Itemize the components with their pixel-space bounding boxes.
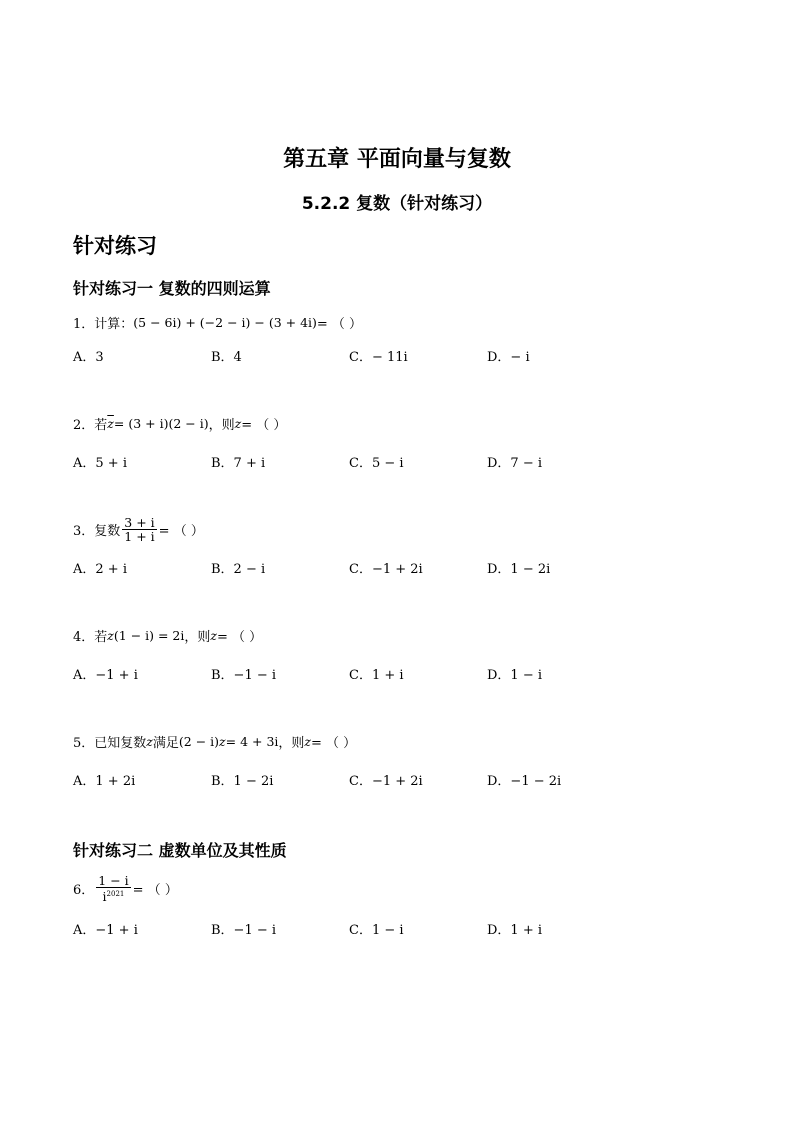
question-suffix: = （ ） <box>217 629 263 645</box>
question-3 <box>73 514 204 544</box>
option-c[interactable]: C．−1 + 2i <box>349 562 423 577</box>
fraction <box>122 516 156 543</box>
fraction-numerator: 3 + i <box>124 514 155 530</box>
question-mid-1: 满足 <box>152 735 179 751</box>
option-b[interactable]: B．2 − i <box>211 562 266 577</box>
fraction-denominator: 1 + i <box>124 528 155 544</box>
question-number: 5． <box>73 735 95 751</box>
question-prefix: 复数 <box>94 523 121 539</box>
option-d[interactable]: D．1 + i <box>487 923 543 938</box>
question-number: 1． <box>73 316 95 332</box>
option-c[interactable]: C．−1 + 2i <box>349 774 423 789</box>
option-c[interactable]: C．− 11i <box>349 350 408 365</box>
options-4 <box>73 664 633 684</box>
option-b[interactable]: B．4 <box>211 350 242 365</box>
question-expression-2: = 4 + 3i <box>225 733 279 749</box>
option-d[interactable]: D．1 − 2i <box>487 562 551 577</box>
question-5 <box>73 726 356 756</box>
question-suffix: = （ ） <box>311 735 357 751</box>
option-a[interactable]: A．1 + 2i <box>73 774 136 789</box>
group-heading-1: 针对练习一 复数的四则运算 <box>73 279 271 298</box>
page-subtitle: 5.2.2 复数（针对练习） <box>301 194 493 214</box>
options-2 <box>73 452 633 472</box>
fraction-numerator: 1 − i <box>98 872 129 888</box>
options-5 <box>73 770 633 790</box>
option-a[interactable]: A．3 <box>73 350 104 365</box>
option-b[interactable]: B．−1 − i <box>211 923 277 938</box>
option-a[interactable]: A．5 + i <box>73 456 127 471</box>
option-d[interactable]: D．− i <box>487 350 530 365</box>
option-b[interactable]: B．7 + i <box>211 456 266 471</box>
option-d[interactable]: D．7 − i <box>487 456 543 471</box>
question-6 <box>73 873 178 903</box>
option-c[interactable]: C．1 − i <box>349 923 404 938</box>
variable-z: z <box>234 415 242 431</box>
question-prefix: 已知复数 <box>94 735 147 751</box>
option-b[interactable]: B．−1 − i <box>211 668 277 683</box>
options-6 <box>73 919 633 939</box>
fraction-denominator <box>101 888 127 903</box>
question-expression: (5 − 6i) + (−2 − i) − (3 + 4i) <box>133 314 317 330</box>
question-expression: (1 − i) = 2i <box>113 627 185 643</box>
question-number: 6． <box>73 882 95 898</box>
options-1 <box>73 346 633 366</box>
group-heading-2: 针对练习二 虚数单位及其性质 <box>73 841 287 860</box>
options-3 <box>73 558 633 578</box>
question-mid: ，则 <box>184 629 211 645</box>
variable-z: z <box>107 627 114 643</box>
option-d[interactable]: D．1 − i <box>487 668 543 683</box>
option-b[interactable]: B．1 − 2i <box>211 774 274 789</box>
question-number: 2． <box>73 417 95 433</box>
page-title: 第五章 平面向量与复数 <box>283 147 511 172</box>
question-suffix: = （ ） <box>132 882 178 898</box>
option-a[interactable]: A．2 + i <box>73 562 127 577</box>
question-expression: = (3 + i)(2 − i) <box>113 415 209 431</box>
option-a[interactable]: A．−1 + i <box>73 668 138 683</box>
question-prefix: 若 <box>94 417 108 433</box>
question-prefix: 若 <box>94 629 108 645</box>
option-a[interactable]: A．−1 + i <box>73 923 138 938</box>
question-number: 4． <box>73 629 95 645</box>
option-d[interactable]: D．−1 − 2i <box>487 774 562 789</box>
question-suffix: = （ ） <box>241 417 287 433</box>
option-c[interactable]: C．1 + i <box>349 668 404 683</box>
question-2 <box>73 408 286 438</box>
fraction <box>96 874 130 903</box>
variable-z: z <box>146 733 153 749</box>
denominator-base: i <box>102 888 107 904</box>
question-prefix: 计算： <box>94 316 134 332</box>
question-mid: ，则 <box>278 735 305 751</box>
variable-z: z <box>304 733 312 749</box>
question-expression: (2 − i) <box>178 733 220 749</box>
question-suffix: = （ ） <box>158 523 204 539</box>
question-number: 3． <box>73 523 95 539</box>
question-mid: ，则 <box>208 417 235 433</box>
question-suffix: = （ ） <box>316 316 363 332</box>
question-1 <box>73 307 362 337</box>
conjugate-z: $\overline{z}$ <box>107 415 114 431</box>
variable-z: z <box>210 627 217 643</box>
variable-z: z <box>219 733 226 749</box>
section-heading: 针对练习 <box>73 234 157 258</box>
option-c[interactable]: C．5 − i <box>349 456 404 471</box>
denominator-exponent: 2021 <box>106 889 125 898</box>
question-4 <box>73 620 262 650</box>
